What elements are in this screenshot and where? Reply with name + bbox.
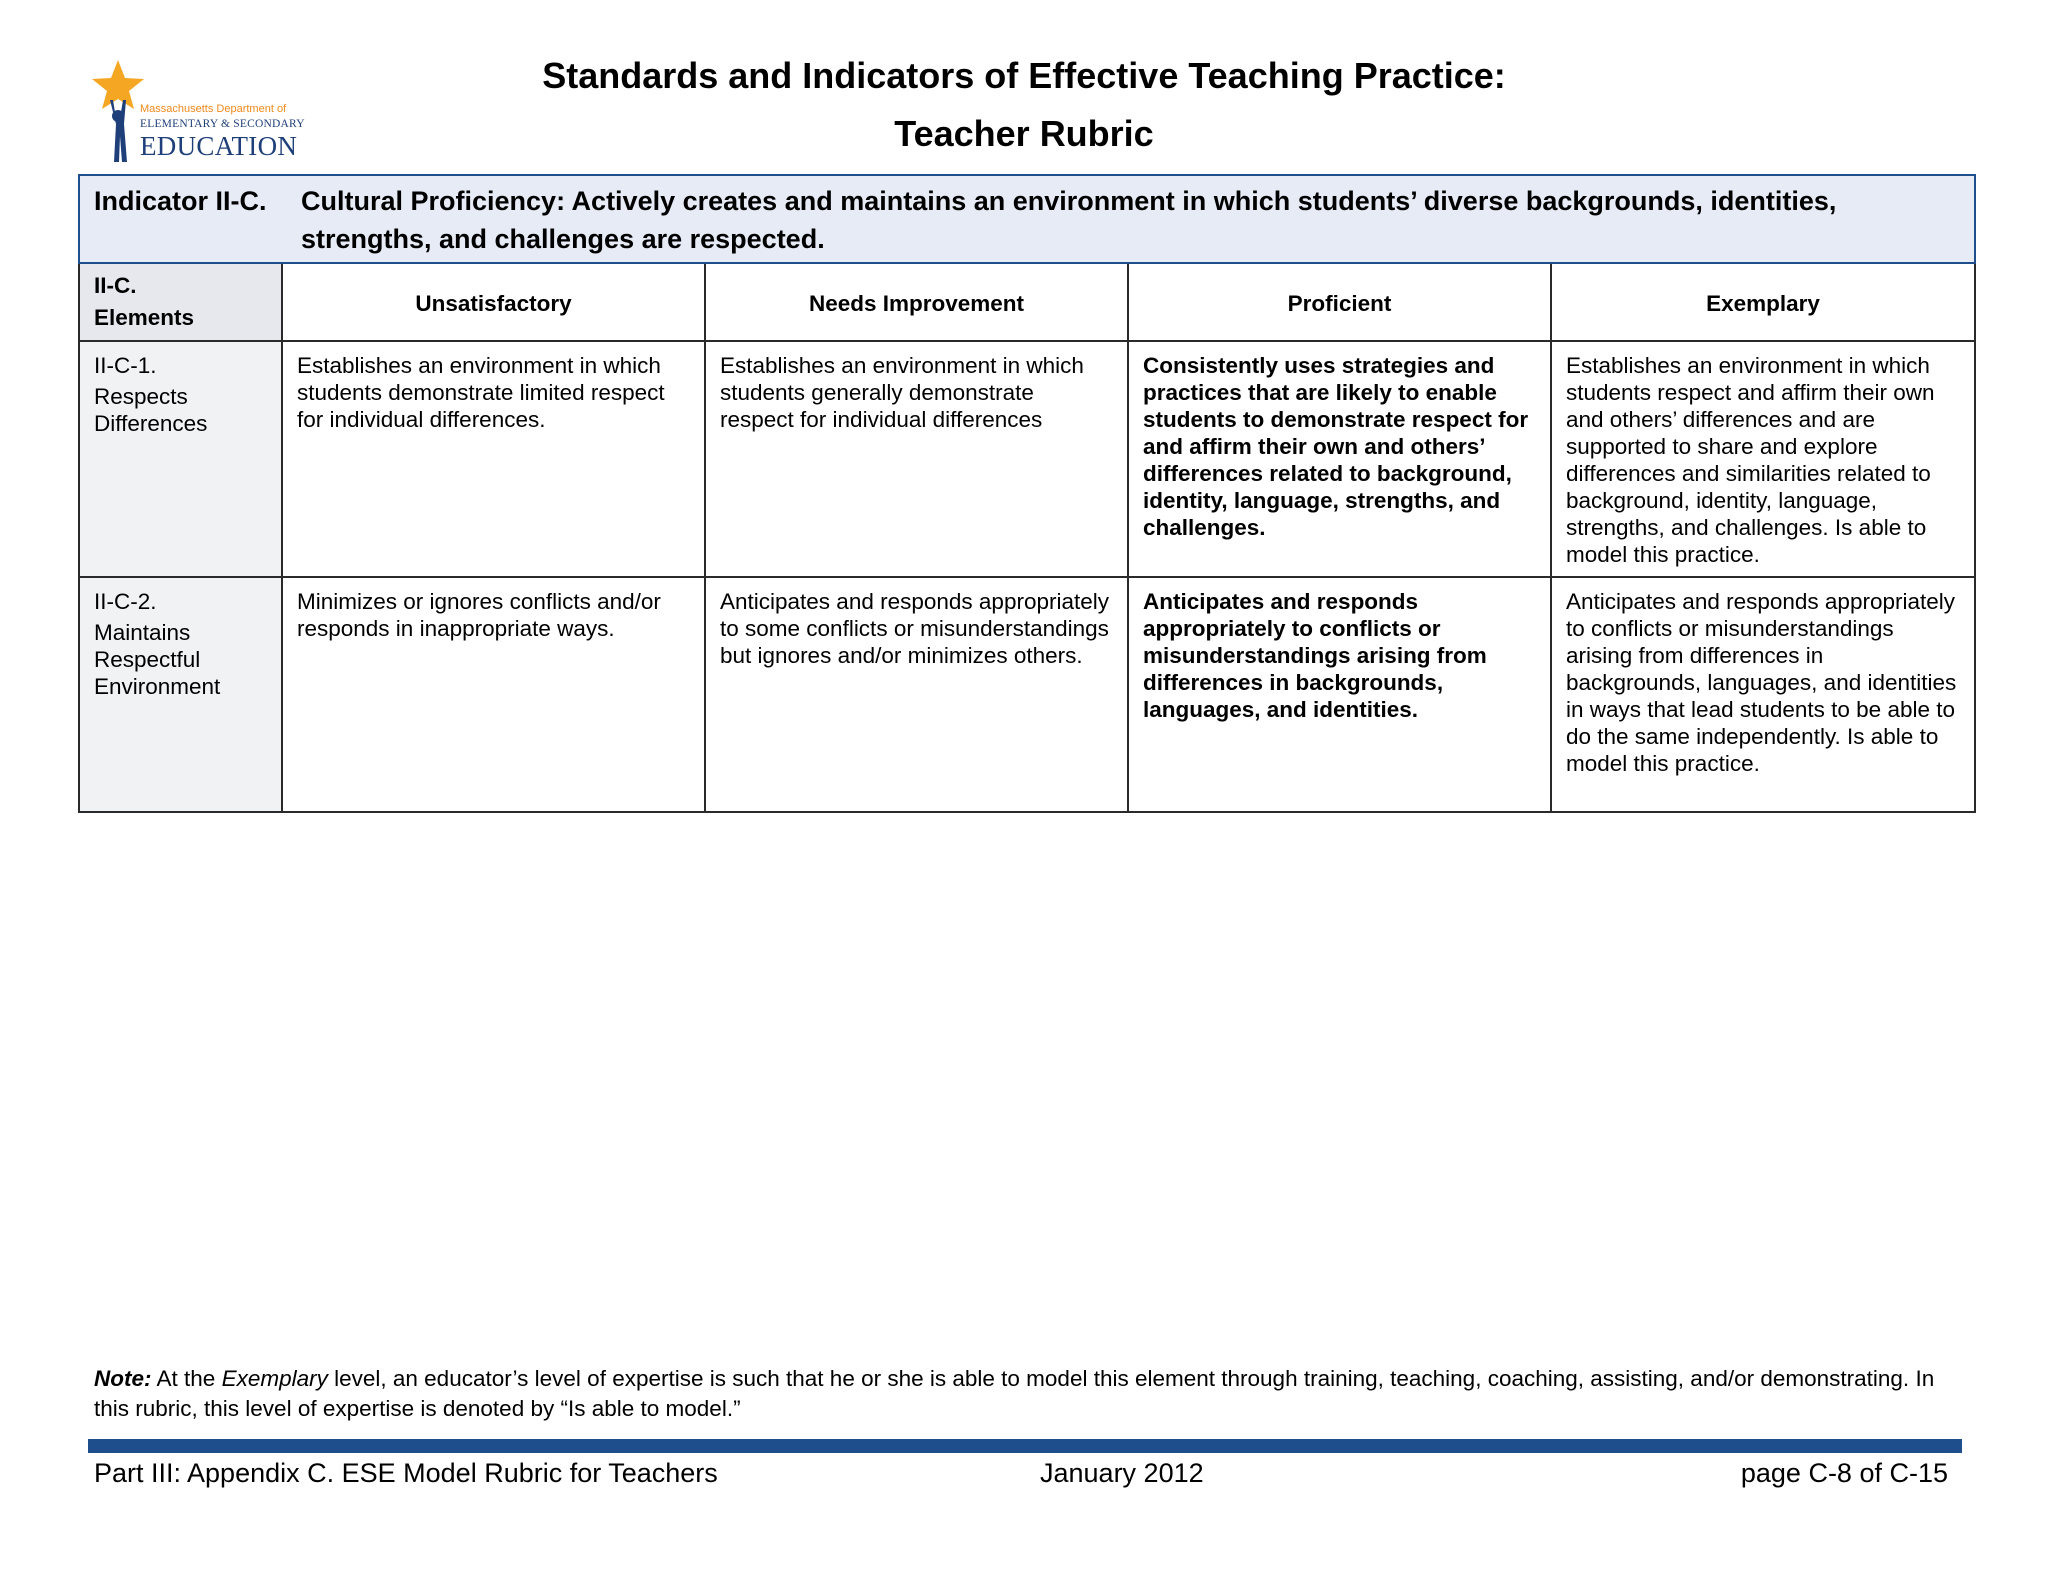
note-label: Note:: [94, 1366, 152, 1391]
cell-proficient: Anticipates and responds appropriately to conflicts or misunderstandings arising from differences in backgrounds, languages, and identities.: [1128, 577, 1551, 812]
note-emphasis: Exemplary: [221, 1366, 328, 1391]
footer-rule: [88, 1439, 1962, 1453]
column-header-unsatisfactory: Unsatisfactory: [282, 263, 705, 341]
element-name: Maintains Respectful Environment: [94, 620, 221, 699]
cell-exemplary: Establishes an environment in which students respect and affirm their own and others’ differences and are supported to share and explore differences and similarities related to background, identity, language, strengths, and challenges. Is able to model this practice.: [1551, 341, 1975, 577]
indicator-text: Cultural Proficiency: Actively creates and maintains an environment in which students’ diverse backgrounds, identities, strengths, and challenges are respected.: [301, 186, 1837, 254]
footer-date: January 2012: [1040, 1458, 1204, 1488]
column-header-proficient: Proficient: [1128, 263, 1551, 341]
logo-line-2: ELEMENTARY & SECONDARY: [140, 118, 305, 130]
table-row: [79, 341, 1975, 577]
note-text: [94, 1364, 1954, 1424]
elements-header: [79, 263, 282, 341]
indicator-cell: [79, 175, 1975, 263]
page-title: Standards and Indicators of Effective Teaching Practice:: [542, 55, 1506, 96]
cell-needs-improvement: Establishes an environment in which students generally demonstrate respect for individual differences: [705, 341, 1128, 577]
cell-unsatisfactory: Establishes an environment in which students demonstrate limited respect for individual differences.: [282, 341, 705, 577]
indicator-row: [79, 175, 1975, 263]
element-id: II-C-2.: [94, 589, 157, 614]
header-row: [79, 263, 1975, 341]
elements-header-id: II-C.: [94, 273, 137, 298]
note-part-2: level, an educator’s level of expertise is such that he or she is able to model this element through training, teaching, coaching, assisting, and/or demonstrating. In this rubric, this level of expertise is denoted by “Is able to model.”: [94, 1366, 1935, 1421]
indicator-label: Indicator II-C.: [94, 186, 267, 216]
logo-line-3: EDUCATION: [140, 130, 298, 161]
cell-needs-improvement: Anticipates and responds appropriately to some conflicts or misunderstandings but ignores and/or minimizes others.: [705, 577, 1128, 812]
cell-unsatisfactory: Minimizes or ignores conflicts and/or responds in inappropriate ways.: [282, 577, 705, 812]
page-subtitle: Teacher Rubric: [894, 113, 1154, 154]
logo-line-1: Massachusetts Department of: [140, 103, 287, 115]
cell-proficient: Consistently uses strategies and practices that are likely to enable students to demonstrate respect for and affirm their own and others’ differences related to background, identity, language, strengths, and challenges.: [1128, 341, 1551, 577]
footer-left: Part III: Appendix C. ESE Model Rubric for Teachers: [94, 1458, 718, 1488]
cell-exemplary: Anticipates and responds appropriately to conflicts or misunderstandings arising from differences in backgrounds, languages, and identities in ways that lead students to be able to do the same independently. Is able to model this practice.: [1551, 577, 1975, 812]
footer-page-number: page C-8 of C-15: [1740, 1458, 1948, 1488]
element-cell: [79, 341, 282, 577]
rubric-table: [78, 174, 1976, 813]
note-part-1: At the: [151, 1366, 222, 1391]
element-name: Respects Differences: [94, 384, 208, 436]
column-header-needs-improvement: Needs Improvement: [705, 263, 1128, 341]
elements-header-label: Elements: [94, 305, 195, 330]
element-id: II-C-1.: [94, 353, 157, 378]
element-cell: [79, 577, 282, 812]
column-header-exemplary: Exemplary: [1551, 263, 1975, 341]
table-row: [79, 577, 1975, 812]
